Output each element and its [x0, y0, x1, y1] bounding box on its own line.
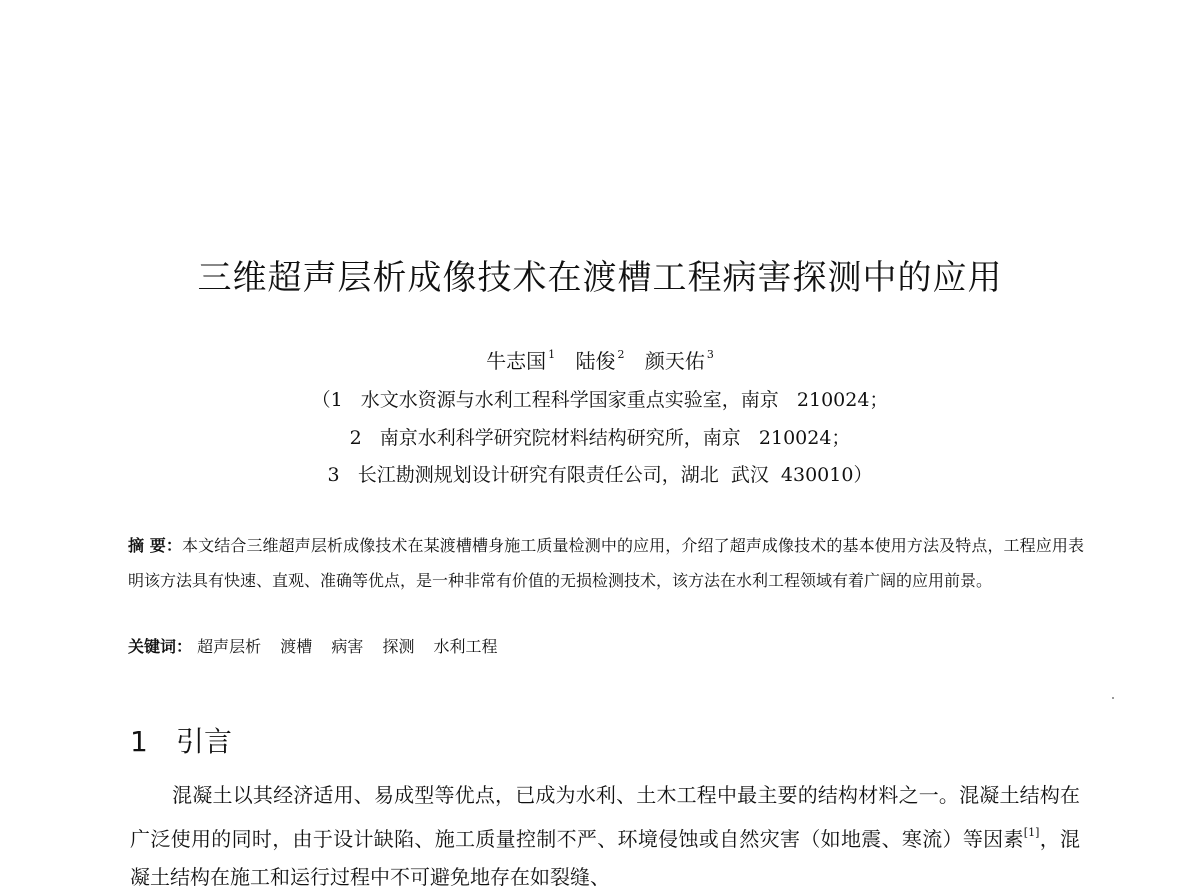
author-affiliation-mark: 1	[548, 348, 556, 361]
keyword: 病害	[331, 637, 364, 656]
section-heading	[130, 720, 232, 760]
abstract	[128, 528, 1084, 598]
author: 陆俊 $^2$	[575, 348, 625, 373]
abstract-text: 本文结合三维超声层析成像技术在某渡槽槽身施工质量检测中的应用，介绍了超声成像技术的基本使用方法及特点，工程应用表明该方法具有快速、直观、准确等优点，是一种非常有价值的无损检测技术，该方法在水利工程领域有着广阔的应用前景。	[128, 536, 1084, 590]
citation-mark: [1]	[1023, 826, 1040, 839]
author-affiliation-mark: 3	[706, 348, 714, 361]
section-number: 1	[130, 725, 148, 758]
affiliation-line: （1 水文水资源与水利工程科学国家重点实验室，南京 210024；	[311, 389, 889, 411]
author: 颜天佑 $^3$	[644, 348, 714, 373]
author-list	[0, 345, 1200, 374]
body-text-part: 混凝土以其经济适用、易成型等优点，已成为水利、土木工程中最主要的结构材料之一。混凝土结构在广泛使用的同时，由于设计缺陷、施工质量控制不严、环境侵蚀或自然灾害（如地震、寒流）等因素	[130, 783, 1080, 851]
body-text-part: ，混凝土结构在施工和运行过程中不可避免地存在如裂缝、	[130, 827, 1081, 889]
keyword: 探测	[382, 637, 415, 656]
author-affiliation-mark: 2	[617, 348, 625, 361]
abstract-label: 摘 要：	[128, 536, 183, 555]
keyword: 水利工程	[433, 637, 498, 656]
keywords-label: 关键词：	[128, 637, 193, 656]
keyword: 超声层析	[197, 637, 262, 656]
scan-speck	[1112, 697, 1114, 699]
keyword: 渡槽	[280, 637, 313, 656]
affiliation-line: 2 南京水利科学研究院材料结构研究所，南京 210024；	[349, 427, 851, 449]
keywords	[128, 635, 512, 659]
section-title: 引言	[176, 725, 233, 758]
affiliation-line: 3 长江勘测规划设计研究有限责任公司，湖北 武汉 430010）	[327, 464, 873, 486]
paper-title: 三维超声层析成像技术在渡槽工程病害探测中的应用	[197, 258, 1003, 298]
author: 牛志国 $^1$	[486, 348, 556, 373]
body-paragraph	[130, 776, 1080, 896]
